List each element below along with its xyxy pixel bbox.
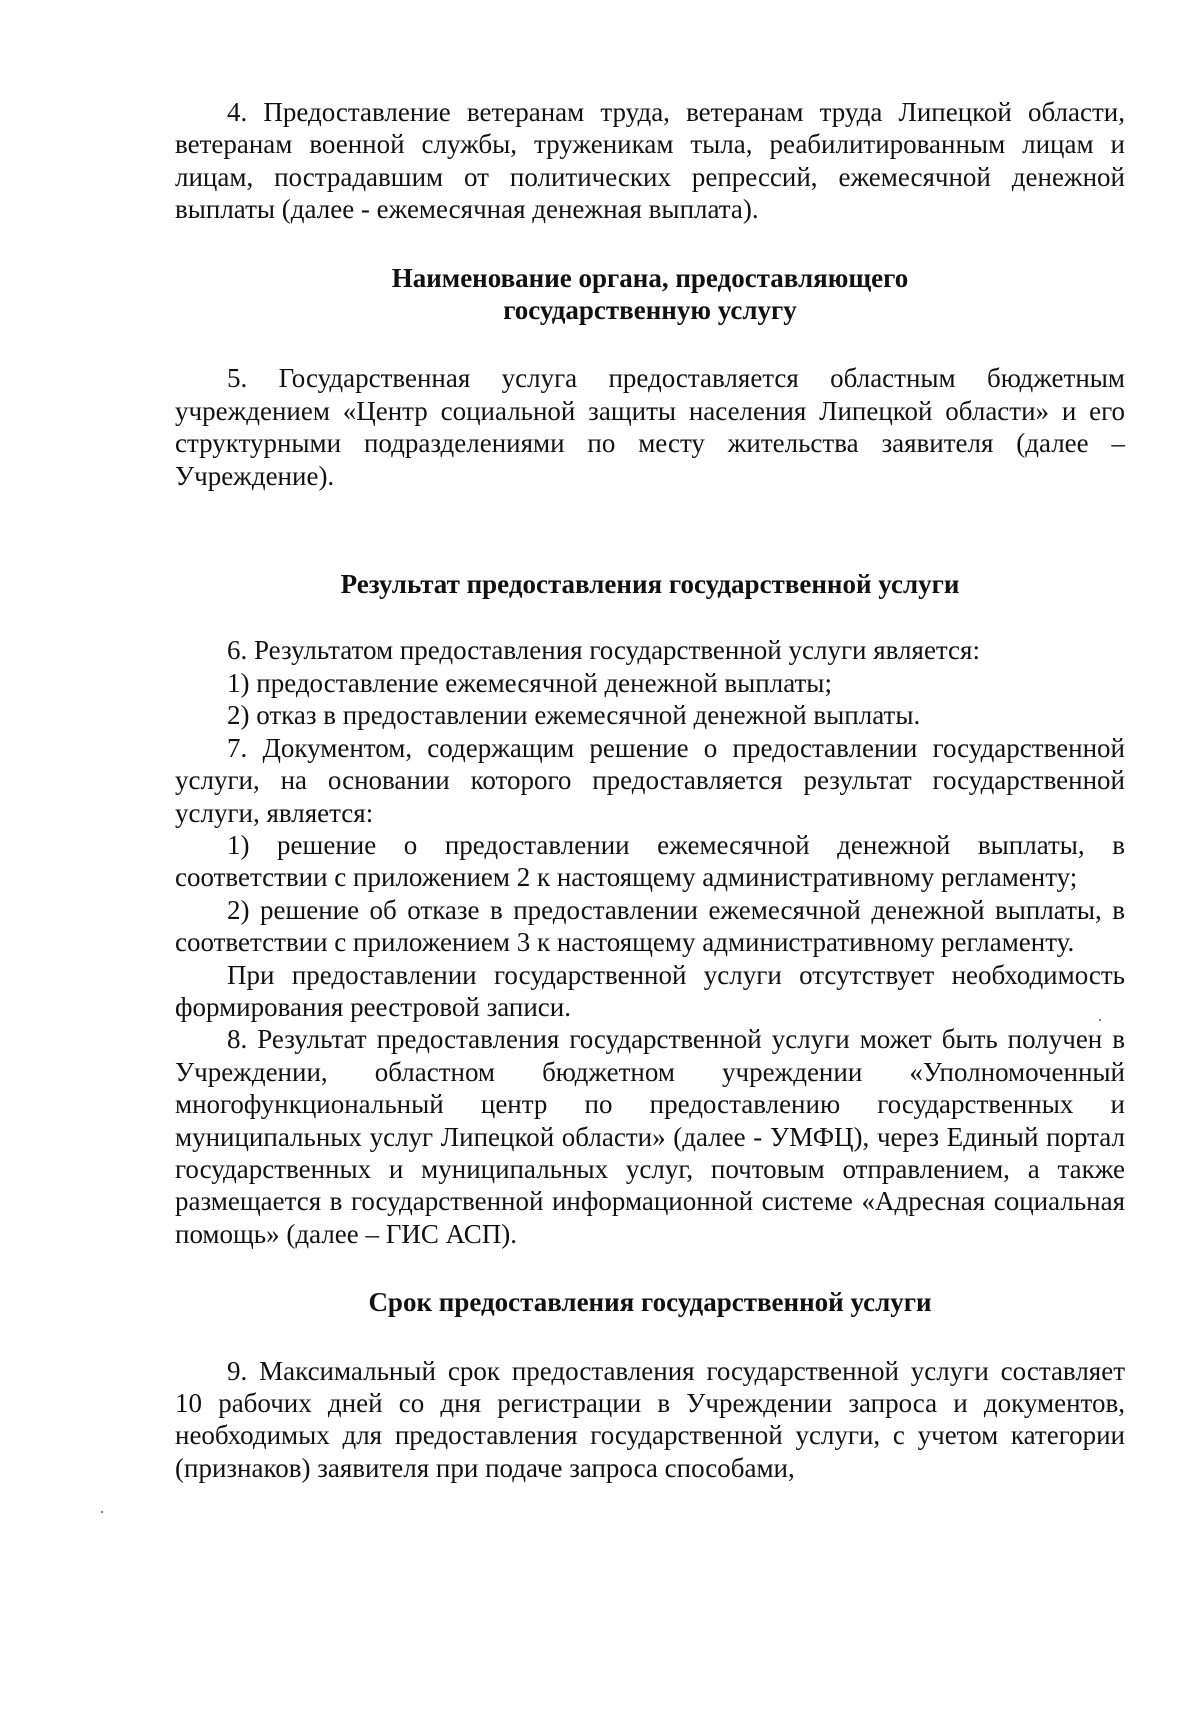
spacer <box>175 600 1125 634</box>
paragraph-7-item-2: 2) решение об отказе в предоставлении ежемесячной денежной выплаты, в соответствии с приложением 3 к настоящему административному регламенту. <box>175 894 1125 958</box>
heading-organ-line-1: Наименование органа, предоставляющего <box>391 262 909 293</box>
document-page <box>175 96 1125 1484</box>
paragraph-7-note: При предоставлении государственной услуги отсутствует необходимость формирования реестровой записи. <box>175 959 1125 1022</box>
paragraph-8: 8. Результат предоставления государственной услуги может быть получен в Учреждении, областном бюджетном учреждении «Уполномоченный многофункциональный центр по предоставлению государственных и муниципальных услуг Липецкой области» (далее - УМФЦ), через Единый портал государственных и муниципальных услуг, почтовым отправлением, а также размещается в государственной информационной системе «Адресная социальная помощь» (далее – ГИС АСП). <box>175 1024 1125 1249</box>
spacer <box>175 226 1125 262</box>
heading-result: Результат предоставления государственной услуги <box>340 569 960 600</box>
paragraph-7-item-1: 1) решение о предоставлении ежемесячной денежной выплаты, в соответствии с приложением 2 к настоящему административному регламенту; <box>175 829 1125 893</box>
spacer <box>175 1250 1125 1286</box>
spacer <box>175 1319 1125 1355</box>
paragraph-6-item-1: 1) предоставление ежемесячной денежной выплаты; <box>227 667 832 698</box>
paragraph-7: 7. Документом, содержащим решение о предоставлении государственной услуги, на основании которого предоставляется результат государственной услуги, является: <box>175 732 1125 828</box>
paragraph-6-item-2: 2) отказ в предоставлении ежемесячной денежной выплаты. <box>227 700 921 731</box>
paragraph-9: 9. Максимальный срок предоставления государственной услуги составляет 10 рабочих дней со дня регистрации в Учреждении запроса и документов, необходимых для предоставления государственной услуги, с учетом категории (признаков) заявителя при подаче запроса способами, <box>175 1355 1125 1483</box>
spacer <box>175 492 1125 568</box>
heading-term: Срок предоставления государственной услуги <box>368 1287 932 1318</box>
scan-speck <box>101 1511 103 1513</box>
paragraph-5: 5. Государственная услуга предоставляется областным бюджетным учреждением «Центр социальной защиты населения Липецкой области» и его структурными подразделениями по месту жительства заявителя (далее – Учреждение). <box>175 363 1125 491</box>
paragraph-4: 4. Предоставление ветеранам труда, ветеранам труда Липецкой области, ветеранам военной службы, труженикам тыла, реабилитированным лицам и лицам, пострадавшим от политических репрессий, ежемесячной денежной выплаты (далее - ежемесячная денежная выплата). <box>175 97 1125 225</box>
spacer <box>175 326 1125 362</box>
paragraph-6: 6. Результатом предоставления государственной услуги является: <box>227 635 980 666</box>
scan-speck <box>1099 1019 1101 1021</box>
heading-organ-line-2: государственную услугу <box>503 295 797 326</box>
